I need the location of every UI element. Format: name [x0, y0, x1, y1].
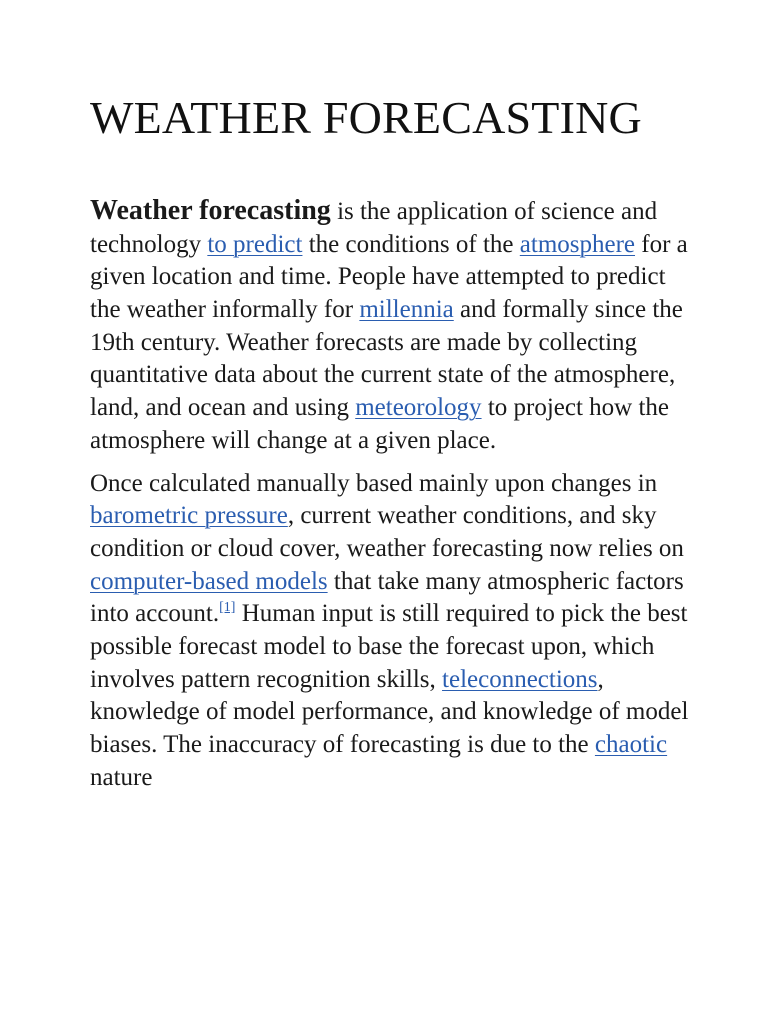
paragraph-text: the conditions of the — [302, 230, 520, 258]
paragraph-history — [90, 468, 690, 795]
link-millennia[interactable]: millennia — [359, 296, 454, 323]
link-barometric-pressure[interactable]: barometric pressure — [90, 502, 288, 530]
link-to-predict[interactable]: to predict — [207, 230, 303, 258]
link-computer-based-models[interactable]: computer-based models — [90, 567, 328, 595]
link-atmosphere[interactable]: atmosphere — [519, 230, 636, 258]
paragraph-text: Human input is still required to pick the best possible forecast model to base the forecast upon, which involves pattern recognition skills, — [90, 600, 688, 693]
paragraph-text: is the application of science and technology — [90, 197, 658, 258]
paragraph-intro — [90, 195, 690, 458]
link-teleconnections[interactable]: teleconnections — [442, 665, 598, 693]
paragraph-text: to project how the atmosphere will change at a given place. — [90, 394, 670, 454]
paragraph-text: , current weather conditions, and sky condition or cloud cover, weather forecasting now relies on — [90, 502, 684, 562]
citation-link[interactable]: [1] — [219, 600, 236, 616]
document-title: WEATHER FORECASTING — [90, 92, 642, 143]
paragraph-text: nature — [90, 763, 153, 791]
citation-ref — [219, 600, 235, 615]
lead-term: Weather forecasting — [90, 194, 331, 226]
link-meteorology[interactable]: meteorology — [355, 394, 482, 422]
document-page — [90, 92, 690, 795]
link-chaotic[interactable]: chaotic — [594, 731, 668, 759]
paragraph-text: for a given location and time. People have attempted to predict the weather informally for — [90, 230, 688, 323]
paragraph-text: Once calculated manually based mainly upon changes in — [90, 469, 658, 497]
paragraph-text: that take many atmospheric factors into account. — [90, 567, 684, 628]
paragraph-text: , knowledge of model performance, and knowledge of model biases. The inaccuracy of forecasting is due to the — [90, 665, 689, 759]
paragraph-text: and formally since the 19th century. Weather forecasts are made by collecting quantitative data about the current state of the atmosphere, land, and ocean and using — [90, 296, 683, 422]
